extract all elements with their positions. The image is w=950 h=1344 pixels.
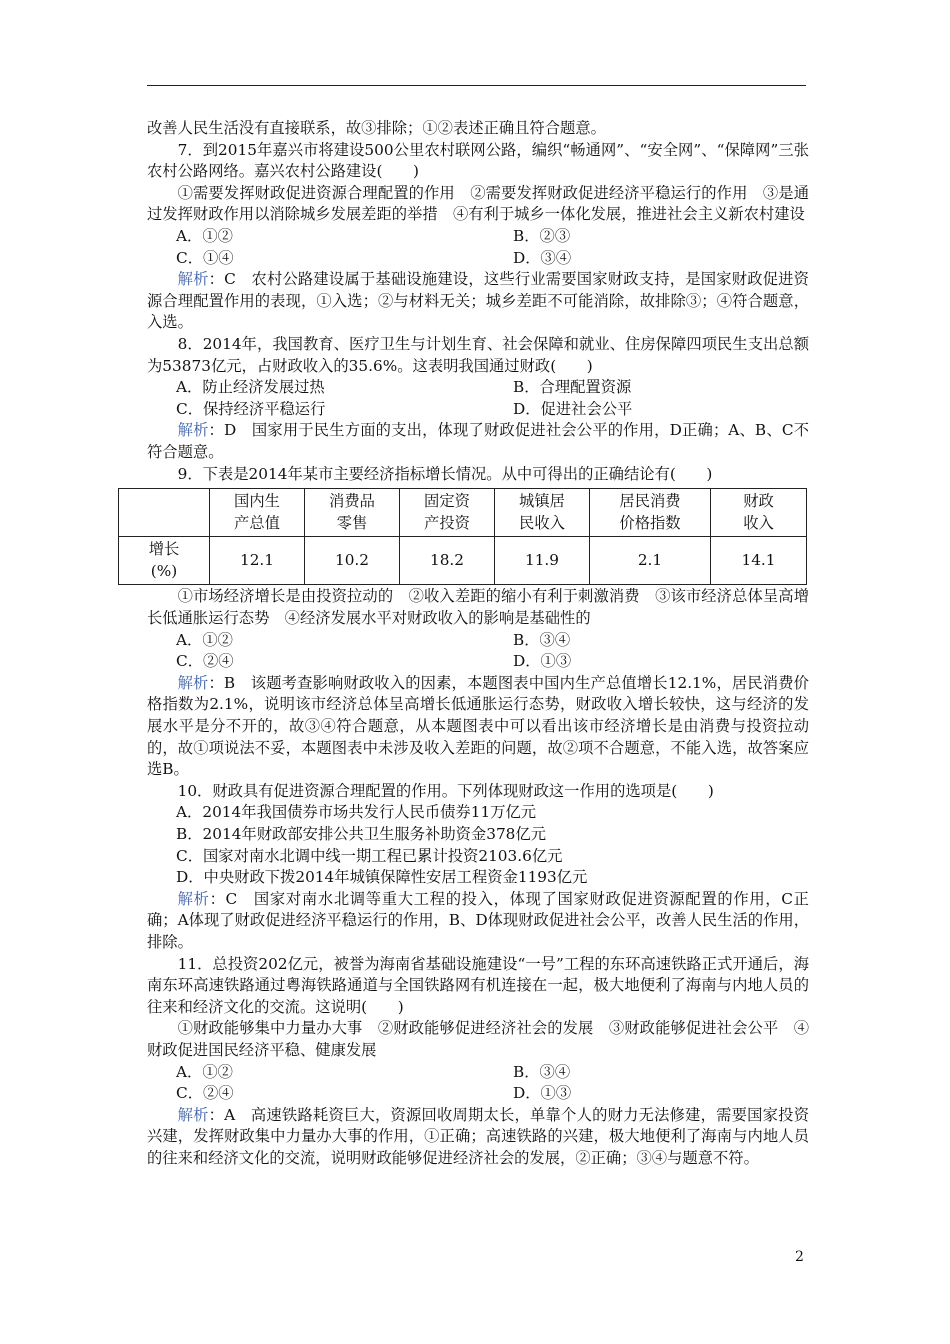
q9-analysis-text: ：B 该题考查影响财政收入的因素，本题图表中国内生产总值增长12.1%，居民消费价格指数为2.1%，说明该市经济总体呈高增长低通胀运行态势，财政收入增长较快，这与经济的发展水平是分不开的，故③④符合题意，从本题图表中可以看出该市经济增长是由消费与投资拉动的，故①项说法不妥，本题图表中未涉及收入差距的问题，故②项不合题意，不能入选，故答案应选B。	[147, 673, 809, 779]
q10-analysis	[147, 889, 809, 954]
analysis-label: 解析	[177, 270, 209, 289]
q8-analysis-text: ：D 国家用于民生方面的支出，体现了财政促进社会公平的作用，D正确；A、B、C不符合题意。	[147, 421, 809, 461]
q10-analysis-text: ：C 国家对南水北调等重大工程的投入，体现了国家财政促进资源配置的作用，C正确；A体现了财政促进经济平稳运行的作用，B、D体现财政促进社会公平，改善人民生活的作用，排除。	[147, 889, 809, 951]
q8-analysis	[147, 420, 809, 463]
table-header-cell: 消费品 零售	[305, 489, 400, 537]
q9-options-row1	[147, 630, 809, 652]
paragraph-continuation: 改善人民生活没有直接联系，故③排除；①②表述正确且符合题意。	[147, 119, 606, 137]
table-header-cell: 国内生 产总值	[210, 489, 305, 537]
q11-analysis-text: ：A 高速铁路耗资巨大，资源回收周期太长，单靠个人的财力无法修建，需要国家投资兴建，发挥财政集中力量办大事的作用，①正确；高速铁路的兴建，极大地便利了海南与内地人员的往来和经济文化的交流，说明财政能够促进经济社会的发展，②正确；③④与题意不符。	[147, 1105, 809, 1167]
q7-analysis	[147, 269, 809, 334]
q9-options-row2	[147, 651, 809, 673]
q8-options-row2	[147, 399, 809, 421]
table-cell: 14.1	[711, 537, 807, 585]
analysis-label: 解析	[177, 1105, 209, 1124]
q7-option-b[interactable]: B．②③	[513, 226, 571, 245]
q7-options-row2	[147, 248, 809, 270]
q11-options-row1	[147, 1062, 809, 1084]
q10-option-a[interactable]: A．2014年我国债券市场共发行人民币债券11万亿元	[176, 803, 537, 822]
q9-option-d[interactable]: D．①③	[513, 652, 572, 671]
table-cell: 10.2	[305, 537, 400, 585]
analysis-label: 解析	[177, 889, 210, 908]
q8-option-a[interactable]: A．防止经济发展过热	[176, 378, 325, 397]
q8-option-c[interactable]: C．保持经济平稳运行	[176, 399, 326, 418]
q9-stem: 9．下表是2014年某市主要经济指标增长情况。从中可得出的正确结论有( )	[177, 464, 713, 483]
analysis-label: 解析	[177, 673, 209, 692]
q9-option-c[interactable]: C．②④	[176, 652, 234, 671]
page-number: 2	[795, 1249, 804, 1265]
q11-option-a[interactable]: A．①②	[176, 1062, 233, 1081]
q9-analysis	[147, 673, 809, 781]
indicator-table	[118, 488, 807, 585]
q8-options-row1	[147, 377, 809, 399]
q11-option-b[interactable]: B．③④	[513, 1062, 571, 1081]
table-header-cell: 财政 收入	[711, 489, 807, 537]
q11-options-row2	[147, 1083, 809, 1105]
q8-stem: 8．2014年，我国教育、医疗卫生与计划生育、社会保障和就业、住房保障四项民生支出总额为53873亿元，占财政收入的35.6%。这表明我国通过财政( )	[147, 334, 809, 375]
q9-option-a[interactable]: A．①②	[176, 630, 233, 649]
q7-items: ①需要发挥财政促进资源合理配置的作用 ②需要发挥财政促进经济平稳运行的作用 ③是通过发挥财政作用以消除城乡发展差距的举措 ④有利于城乡一体化发展，推进社会主义新农村建设	[147, 183, 809, 224]
q8-option-b[interactable]: B．合理配置资源	[513, 378, 632, 397]
q9-items: ①市场经济增长是由投资拉动的 ②收入差距的缩小有利于刺激消费 ③该市经济总体呈高增长低通胀运行态势 ④经济发展水平对财政收入的影响是基础性的	[147, 587, 809, 628]
table-header-cell: 居民消费 价格指数	[590, 489, 711, 537]
q10-option-d[interactable]: D．中央财政下拨2014年城镇保障性安居工程资金1193亿元	[176, 868, 588, 887]
table-row	[119, 537, 807, 585]
q10-stem: 10．财政具有促进资源合理配置的作用。下列体现财政这一作用的选项是( )	[177, 781, 714, 800]
q9-option-b[interactable]: B．③④	[513, 630, 571, 649]
q10-option-c[interactable]: C．国家对南水北调中线一期工程已累计投资2103.6亿元	[176, 846, 563, 865]
table-header-cell: 城镇居 民收入	[495, 489, 590, 537]
table-cell: 11.9	[495, 537, 590, 585]
q7-analysis-text: ：C 农村公路建设属于基础设施建设，这些行业需要国家财政支持，是国家财政促进资源合理配置作用的表现，①入选；②与材料无关；城乡差距不可能消除，故排除③；④符合题意，入选。	[147, 270, 809, 332]
q7-option-c[interactable]: C．①④	[176, 248, 234, 267]
table-cell: 2.1	[590, 537, 711, 585]
q11-stem: 11．总投资202亿元，被誉为海南省基础设施建设“一号”工程的东环高速铁路正式开通后，海南东环高速铁路通过粤海铁路通道与全国铁路网有机连接在一起，极大地便利了海南与内地人员的往来和经济文化的交流。这说明( )	[147, 954, 809, 1016]
q11-items: ①财政能够集中力量办大事 ②财政能够促进经济社会的发展 ③财政能够促进社会公平 ④财政促进国民经济平稳、健康发展	[147, 1019, 809, 1059]
table-header-row	[119, 489, 807, 537]
q11-analysis	[147, 1105, 809, 1170]
q8-option-d[interactable]: D．促进社会公平	[513, 399, 633, 418]
q11-option-d[interactable]: D．①③	[513, 1084, 572, 1103]
q7-option-a[interactable]: A．①②	[176, 226, 233, 245]
table-header-cell: 固定资 产投资	[400, 489, 495, 537]
q10-option-b[interactable]: B．2014年财政部安排公共卫生服务补助资金378亿元	[176, 825, 547, 843]
table-cell: 12.1	[210, 537, 305, 585]
q11-option-c[interactable]: C．②④	[176, 1084, 234, 1103]
analysis-label: 解析	[177, 421, 209, 440]
document-body	[147, 118, 809, 1170]
table-row-label: 增长 (%)	[119, 537, 210, 585]
table-corner-cell	[119, 489, 210, 537]
q7-options-row1	[147, 226, 809, 248]
table-cell: 18.2	[400, 537, 495, 585]
q7-option-d[interactable]: D．③④	[513, 248, 572, 267]
q7-stem: 7．到2015年嘉兴市将建设500公里农村联网公路，编织“畅通网”、“安全网”、“保障网”三张农村公路网络。嘉兴农村公路建设( )	[147, 140, 809, 181]
header-rule	[147, 85, 806, 86]
